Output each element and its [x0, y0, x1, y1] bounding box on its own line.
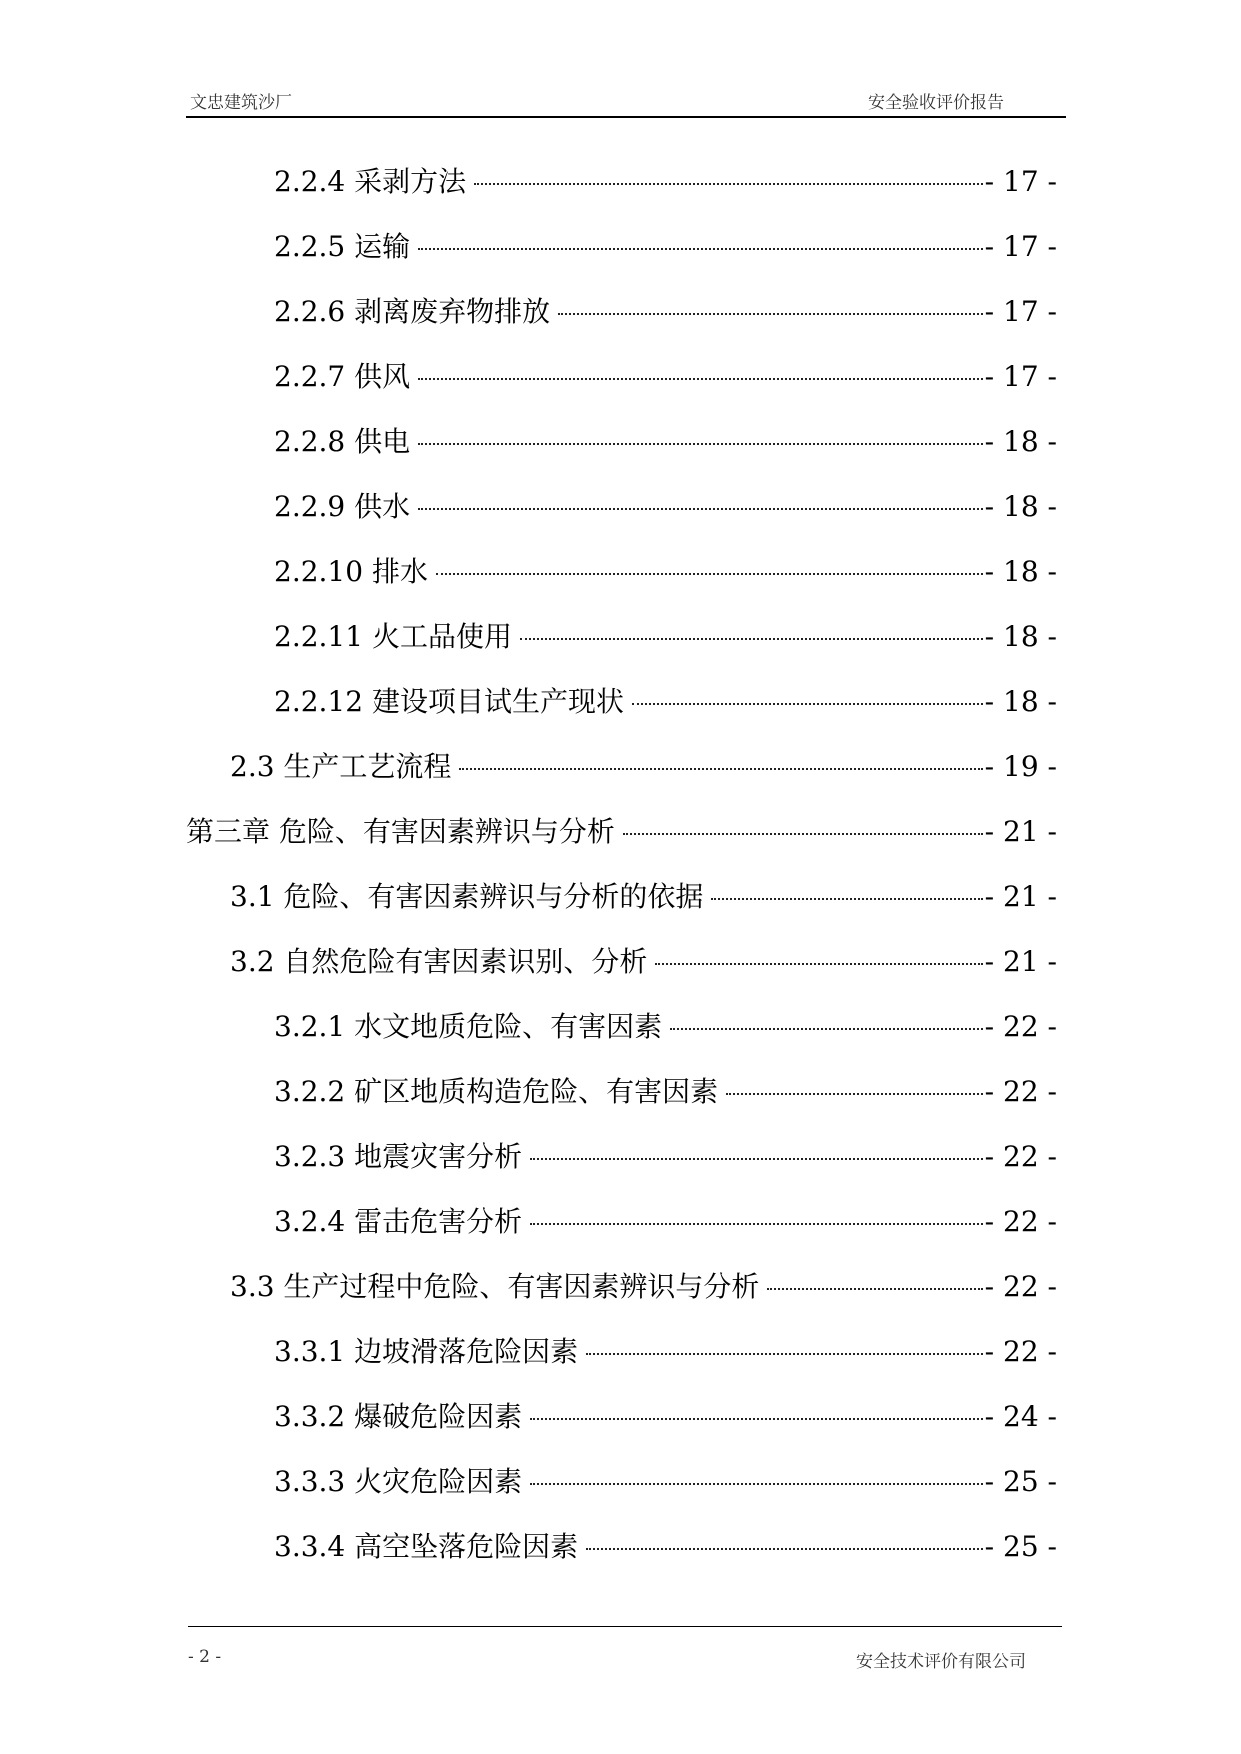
- toc-entry[interactable]: [230, 877, 1057, 917]
- toc-entry-page: - 18 -: [984, 620, 1057, 653]
- toc-entry[interactable]: [274, 1332, 1057, 1372]
- toc-entry-label: 2.2.11 火工品使用: [274, 620, 512, 653]
- toc-entry-page: - 22 -: [984, 1335, 1057, 1368]
- toc-entry[interactable]: [274, 1527, 1057, 1567]
- toc-entry-label: 3.3.2 爆破危险因素: [274, 1400, 523, 1433]
- toc-dot-leader: [418, 378, 982, 380]
- toc-entry-page: - 22 -: [984, 1140, 1057, 1173]
- toc-entry-page: - 18 -: [984, 425, 1057, 458]
- toc-dot-leader: [530, 1223, 982, 1225]
- toc-entry-page: - 25 -: [984, 1465, 1057, 1498]
- toc-entry-label: 2.2.5 运输: [274, 230, 411, 263]
- toc-dot-leader: [530, 1418, 982, 1420]
- toc-entry-label: 2.2.8 供电: [274, 425, 411, 458]
- toc-entry-page: - 17 -: [984, 360, 1057, 393]
- toc-dot-leader: [459, 768, 982, 770]
- toc-dot-leader: [767, 1288, 982, 1290]
- toc-entry[interactable]: [274, 1462, 1057, 1502]
- toc-entry-label: 第三章 危险、有害因素辨识与分析: [186, 815, 615, 848]
- toc-entry-page: - 17 -: [984, 165, 1057, 198]
- toc-entry[interactable]: [274, 227, 1057, 267]
- toc-entry[interactable]: [274, 487, 1057, 527]
- header-report-title: 安全验收评价报告: [868, 93, 1004, 113]
- toc-entry[interactable]: [230, 747, 1057, 787]
- toc-entry-label: 3.2.2 矿区地质构造危险、有害因素: [274, 1075, 719, 1108]
- toc-dot-leader: [623, 833, 983, 835]
- toc-entry[interactable]: [274, 617, 1057, 657]
- toc-entry[interactable]: [230, 942, 1057, 982]
- toc-dot-leader: [726, 1093, 982, 1095]
- toc-entry-label: 2.2.4 采剥方法: [274, 165, 467, 198]
- toc-entry[interactable]: [230, 1267, 1057, 1307]
- toc-entry-page: - 18 -: [984, 490, 1057, 523]
- toc-entry-label: 2.2.9 供水: [274, 490, 411, 523]
- toc-dot-leader: [418, 248, 982, 250]
- toc-entry-label: 3.3.4 高空坠落危险因素: [274, 1530, 579, 1563]
- toc-dot-leader: [655, 963, 982, 965]
- toc-entry[interactable]: [274, 1137, 1057, 1177]
- toc-dot-leader: [632, 703, 983, 705]
- toc-entry-page: - 17 -: [984, 295, 1057, 328]
- toc-entry-page: - 21 -: [984, 880, 1057, 913]
- header-project-name: 文忠建筑沙厂: [190, 93, 292, 113]
- toc-dot-leader: [418, 443, 982, 445]
- toc-entry-page: - 21 -: [984, 945, 1057, 978]
- toc-dot-leader: [586, 1548, 982, 1550]
- toc-entry-label: 3.1 危险、有害因素辨识与分析的依据: [230, 880, 704, 913]
- toc-entry[interactable]: [274, 1202, 1057, 1242]
- toc-entry-label: 2.2.7 供风: [274, 360, 411, 393]
- toc-entry-page: - 18 -: [984, 685, 1057, 718]
- toc-entry-page: - 18 -: [984, 555, 1057, 588]
- toc-entry-page: - 25 -: [984, 1530, 1057, 1563]
- toc-entry-page: - 19 -: [984, 750, 1057, 783]
- page-header: [186, 88, 1066, 118]
- toc-dot-leader: [670, 1028, 982, 1030]
- toc-entry-label: 3.3.1 边坡滑落危险因素: [274, 1335, 579, 1368]
- toc-entry-page: - 22 -: [984, 1010, 1057, 1043]
- toc-entry[interactable]: [274, 357, 1057, 397]
- toc-entry-label: 3.2.4 雷击危害分析: [274, 1205, 523, 1238]
- toc-entry[interactable]: [274, 422, 1057, 462]
- toc-entry[interactable]: [186, 812, 1057, 852]
- toc-entry[interactable]: [274, 682, 1057, 722]
- footer-company-name: 安全技术评价有限公司: [856, 1652, 1026, 1672]
- toc-dot-leader: [418, 508, 982, 510]
- toc-entry-label: 2.2.6 剥离废弃物排放: [274, 295, 551, 328]
- toc-dot-leader: [436, 573, 983, 575]
- toc-entry[interactable]: [274, 292, 1057, 332]
- toc-dot-leader: [586, 1353, 982, 1355]
- toc-dot-leader: [520, 638, 983, 640]
- toc-dot-leader: [530, 1483, 982, 1485]
- toc-entry[interactable]: [274, 1397, 1057, 1437]
- toc-entry-label: 3.2.1 水文地质危险、有害因素: [274, 1010, 663, 1043]
- toc-entry-label: 2.2.10 排水: [274, 555, 428, 588]
- toc-entry-label: 3.3 生产过程中危险、有害因素辨识与分析: [230, 1270, 760, 1303]
- toc-entry[interactable]: [274, 552, 1057, 592]
- toc-entry-page: - 17 -: [984, 230, 1057, 263]
- toc-dot-leader: [530, 1158, 982, 1160]
- toc-entry-page: - 22 -: [984, 1075, 1057, 1108]
- footer-page-number: - 2 -: [188, 1647, 222, 1667]
- toc-entry-page: - 22 -: [984, 1205, 1057, 1238]
- toc-entry-page: - 24 -: [984, 1400, 1057, 1433]
- toc-entry-label: 2.2.12 建设项目试生产现状: [274, 685, 624, 718]
- toc-entry-label: 2.3 生产工艺流程: [230, 750, 452, 783]
- page-footer: [188, 1626, 1062, 1672]
- toc-entry-label: 3.2 自然危险有害因素识别、分析: [230, 945, 648, 978]
- toc-entry-label: 3.2.3 地震灾害分析: [274, 1140, 523, 1173]
- toc-entry[interactable]: [274, 1072, 1057, 1112]
- toc-entry-page: - 22 -: [984, 1270, 1057, 1303]
- toc-dot-leader: [474, 183, 982, 185]
- toc-entry-label: 3.3.3 火灾危险因素: [274, 1465, 523, 1498]
- toc-dot-leader: [711, 898, 982, 900]
- toc-entry[interactable]: [274, 162, 1057, 202]
- toc-entry[interactable]: [274, 1007, 1057, 1047]
- toc-dot-leader: [558, 313, 982, 315]
- toc-entry-page: - 21 -: [984, 815, 1057, 848]
